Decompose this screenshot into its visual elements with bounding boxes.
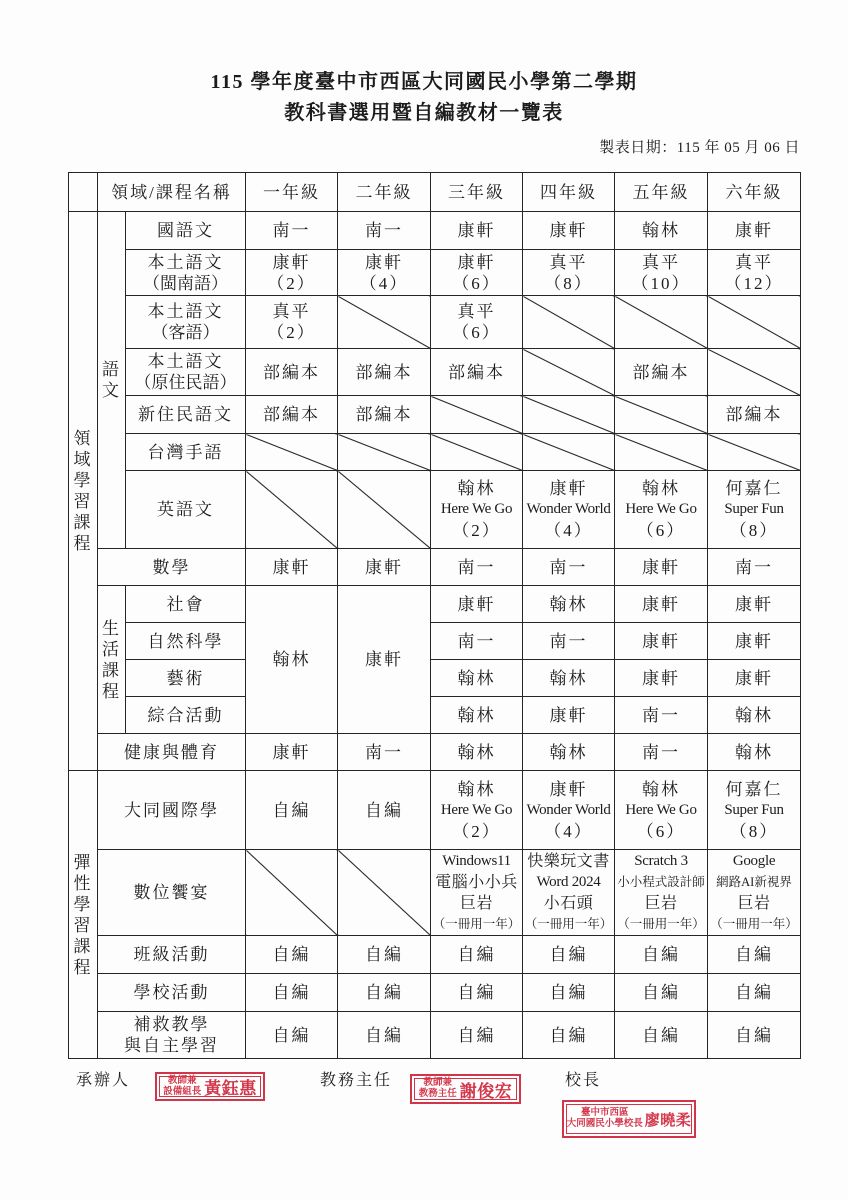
textbook-cell: 翰林 — [431, 660, 523, 697]
handler-stamp — [155, 1072, 265, 1101]
book-title: Wonder World — [526, 501, 611, 517]
textbook-cell: 康軒 — [338, 549, 431, 586]
usage-note: （一冊用一年） — [432, 916, 521, 931]
document-subtitle: 教科書選用暨自編教材一覽表 — [284, 102, 564, 124]
course-name-cell — [126, 349, 246, 396]
textbook-cell: 自編 — [338, 1012, 431, 1059]
publisher: 翰林 — [642, 479, 681, 498]
table-row — [69, 296, 801, 349]
publisher: 康軒 — [549, 479, 588, 498]
publisher: 巨岩 — [460, 894, 494, 912]
textbook-cell: 自編 — [246, 974, 338, 1012]
stamp-title-line: 教師兼 — [423, 1078, 452, 1088]
course-name-cell: 社會 — [126, 586, 246, 623]
empty-slash-cell — [246, 434, 338, 471]
table-date: 製表日期：115 年 05 月 06 日 — [599, 140, 800, 156]
course-name-cell: 英語文 — [126, 471, 246, 549]
stamp-title-line: 臺中市西區 — [580, 1108, 629, 1118]
publisher: 真平 — [272, 302, 311, 321]
stamp-title — [163, 1076, 201, 1098]
course-name-cell: 數位饗宴 — [98, 850, 246, 936]
textbook-cell: 自編 — [708, 936, 801, 974]
table-row — [69, 771, 801, 850]
textbook-cell: 南一 — [523, 549, 615, 586]
textbook-cell: 康軒 — [523, 212, 615, 250]
volume: （8） — [544, 273, 593, 293]
usage-note: （一冊用一年） — [710, 916, 798, 931]
book-title: Super Fun — [724, 801, 784, 818]
textbook-cell: 自編 — [431, 1012, 523, 1059]
table-row — [69, 1012, 801, 1059]
stamp-title-line: 教師兼 — [167, 1075, 197, 1086]
empty-slash-cell — [338, 296, 431, 349]
volume: （6） — [452, 323, 501, 342]
table-row — [69, 212, 801, 250]
publisher: 翰林 — [457, 479, 496, 498]
textbook-cell — [708, 471, 801, 549]
book-title: Here We Go — [440, 501, 513, 517]
textbook-cell: 南一 — [246, 212, 338, 250]
empty-slash-cell — [246, 471, 338, 549]
textbook-cell: 康軒 — [431, 212, 523, 250]
course-name-cell — [98, 1012, 246, 1059]
empty-slash-cell — [338, 850, 431, 936]
course-name-cell: 班級活動 — [98, 936, 246, 974]
textbook-cell — [615, 771, 708, 850]
table-row — [69, 850, 801, 936]
volume: （2） — [452, 821, 501, 841]
textbook-cell: 康軒 — [708, 660, 801, 697]
document-title: 115 學年度臺中市西區大同國民小學第二學期 — [210, 71, 638, 93]
empty-slash-cell — [523, 434, 615, 471]
textbook-cell: 康軒 — [523, 697, 615, 734]
header-grade: 五年級 — [615, 173, 708, 212]
course-name-cell: 數學 — [98, 549, 246, 586]
textbook-cell — [523, 771, 615, 850]
textbook-cell — [431, 250, 523, 296]
textbook-cell: 自編 — [615, 974, 708, 1012]
header-grade: 二年級 — [338, 173, 431, 212]
publisher: 真平 — [735, 252, 774, 272]
textbook-cell: 部編本 — [431, 349, 523, 396]
book-subtitle: 網路AI新視界 — [716, 874, 792, 889]
table-row — [69, 660, 801, 697]
publisher: 何嘉仁 — [725, 479, 783, 498]
publisher: 巨岩 — [644, 894, 678, 912]
course-name-cell: 台灣手語 — [126, 434, 246, 471]
stamp-title-line: 設備組長 — [163, 1086, 202, 1097]
textbook-cell: 自編 — [246, 1012, 338, 1059]
textbook-cell: 康軒 — [615, 549, 708, 586]
textbook-cell — [708, 850, 801, 936]
textbook-cell: 康軒 — [246, 549, 338, 586]
publisher: 翰林 — [642, 779, 681, 799]
header-row — [69, 173, 801, 212]
volume: （8） — [729, 521, 779, 540]
table-row — [69, 250, 801, 296]
course-name-line: 補救教學 — [133, 1015, 210, 1034]
publisher: 康軒 — [549, 779, 588, 799]
textbook-cell — [708, 250, 801, 296]
textbook-cell: 翰林 — [708, 697, 801, 734]
table-row — [69, 471, 801, 549]
course-name-cell: 國語文 — [126, 212, 246, 250]
header-grade: 三年級 — [431, 173, 523, 212]
textbook-cell: 康軒 — [708, 212, 801, 250]
textbook-cell: 康軒 — [615, 586, 708, 623]
course-name-cell: 健康與體育 — [98, 734, 246, 771]
stamp-name: 廖曉柔 — [644, 1112, 692, 1129]
empty-slash-cell — [523, 349, 615, 396]
textbook-cell — [708, 771, 801, 850]
publisher: 巨岩 — [737, 894, 771, 912]
volume: （2） — [452, 521, 501, 540]
stamp-title-line: 教務主任 — [418, 1089, 457, 1099]
empty-slash-cell — [615, 396, 708, 434]
textbook-cell: 翰林 — [708, 734, 801, 771]
table-row — [69, 396, 801, 434]
textbook-cell: 南一 — [523, 623, 615, 660]
header-grade: 一年級 — [246, 173, 338, 212]
textbook-cell: 部編本 — [246, 396, 338, 434]
book-title: Google — [732, 852, 776, 869]
textbook-cell: 康軒 — [246, 734, 338, 771]
textbook-cell: 翰林 — [523, 660, 615, 697]
volume: （4） — [359, 273, 409, 293]
course-name-line: （閩南語） — [143, 273, 228, 293]
course-name-line: （原住民語） — [134, 373, 237, 392]
course-name-line: 本土語文 — [147, 352, 224, 371]
textbook-cell: 翰林 — [615, 212, 708, 250]
textbook-cell — [338, 250, 431, 296]
publisher: 真平 — [642, 252, 681, 272]
usage-note: （一冊用一年） — [617, 916, 705, 931]
volume: （6） — [452, 273, 501, 293]
table-row — [69, 549, 801, 586]
textbook-cell: 自編 — [246, 936, 338, 974]
book-title: Here We Go — [625, 501, 697, 517]
flexible-learning-label: 彈性學習課程 — [69, 771, 98, 1059]
textbook-cell: 部編本 — [708, 396, 801, 434]
textbook-cell: 自編 — [615, 936, 708, 974]
publisher: 真平 — [549, 252, 588, 272]
textbook-cell: 翰林 — [431, 734, 523, 771]
life-group-label: 生活課程 — [98, 586, 126, 734]
textbook-cell: 康軒 — [708, 623, 801, 660]
volume: （2） — [267, 273, 316, 293]
stamp-title-line: 大同國民小學校長 — [566, 1119, 643, 1129]
course-name-cell: 新住民語文 — [126, 396, 246, 434]
publisher: 何嘉仁 — [725, 779, 783, 799]
textbook-cell: 自編 — [246, 771, 338, 850]
header-course-name: 領域/課程名稱 — [98, 173, 246, 212]
textbook-cell: 南一 — [708, 549, 801, 586]
textbook-cell — [615, 850, 708, 936]
stamp-name: 謝俊宏 — [459, 1081, 513, 1101]
volume: （4） — [544, 821, 593, 841]
textbook-cell: 部編本 — [338, 396, 431, 434]
textbook-cell: 自編 — [615, 1012, 708, 1059]
volume: （4） — [544, 521, 593, 540]
textbook-cell: 翰林 — [523, 586, 615, 623]
course-name-cell: 學校活動 — [98, 974, 246, 1012]
volume: （6） — [636, 521, 686, 540]
empty-slash-cell — [338, 471, 431, 549]
academic-director-stamp — [410, 1074, 521, 1104]
handler-label: 承辦人 — [76, 1072, 131, 1089]
volume: （2） — [267, 323, 316, 342]
empty-slash-cell — [615, 296, 708, 349]
empty-slash-cell — [338, 434, 431, 471]
textbook-cell — [246, 250, 338, 296]
textbook-cell: 翰林 — [246, 586, 338, 734]
textbook-cell — [431, 771, 523, 850]
publisher: 翰林 — [457, 779, 496, 799]
book-title: Here We Go — [440, 801, 513, 818]
empty-slash-cell — [708, 434, 801, 471]
volume: （10） — [631, 273, 691, 293]
domain-learning-label: 領域學習課程 — [69, 212, 98, 771]
textbook-cell — [523, 250, 615, 296]
book-title: 快樂玩文書 — [527, 852, 610, 870]
usage-note: （一冊用一年） — [524, 916, 613, 931]
book-title: Here We Go — [625, 801, 697, 818]
course-name-cell: 自然科學 — [126, 623, 246, 660]
textbook-cell — [431, 296, 523, 349]
table-row — [69, 697, 801, 734]
textbook-cell: 自編 — [708, 1012, 801, 1059]
textbook-cell: 康軒 — [431, 586, 523, 623]
book-subtitle: 電腦小小兵 — [435, 873, 518, 891]
textbook-cell: 康軒 — [338, 586, 431, 734]
table-row — [69, 734, 801, 771]
textbook-cell: 自編 — [523, 974, 615, 1012]
course-name-line: （客語） — [151, 323, 220, 342]
publisher: 康軒 — [457, 252, 496, 272]
book-title: Scratch 3 — [634, 852, 688, 869]
table-row — [69, 586, 801, 623]
empty-slash-cell — [523, 296, 615, 349]
textbook-cell — [431, 471, 523, 549]
table-row — [69, 936, 801, 974]
course-name-cell: 大同國際學 — [98, 771, 246, 850]
textbook-cell: 康軒 — [615, 660, 708, 697]
textbook-cell: 自編 — [431, 974, 523, 1012]
table-row — [69, 349, 801, 396]
book-title: Wonder World — [526, 801, 611, 818]
principal-stamp — [562, 1100, 696, 1138]
textbook-cell — [246, 296, 338, 349]
textbook-cell: 南一 — [431, 623, 523, 660]
volume: （12） — [724, 273, 784, 293]
textbook-cell — [615, 250, 708, 296]
header-grade: 四年級 — [523, 173, 615, 212]
course-name-line: 與自主學習 — [124, 1036, 219, 1055]
course-name-line: 本土語文 — [147, 302, 224, 321]
course-name-line: 本土語文 — [147, 252, 224, 272]
academic-director-label: 教務主任 — [320, 1072, 393, 1089]
textbook-cell: 南一 — [338, 212, 431, 250]
empty-slash-cell — [615, 434, 708, 471]
book-subtitle: 小小程式設計師 — [617, 874, 705, 889]
principal-label: 校長 — [565, 1072, 602, 1089]
textbook-table — [68, 172, 801, 1059]
textbook-cell — [523, 850, 615, 936]
textbook-cell: 自編 — [523, 1012, 615, 1059]
corner-cell — [69, 173, 98, 212]
textbook-cell: 翰林 — [431, 697, 523, 734]
textbook-cell: 自編 — [338, 936, 431, 974]
course-name-cell: 綜合活動 — [126, 697, 246, 734]
empty-slash-cell — [708, 296, 801, 349]
stamp-title — [567, 1108, 643, 1130]
stamp-title — [419, 1078, 457, 1100]
textbook-cell: 部編本 — [246, 349, 338, 396]
book-title: Windows11 — [442, 852, 511, 869]
table-row — [69, 434, 801, 471]
table-row — [69, 974, 801, 1012]
textbook-cell: 部編本 — [615, 349, 708, 396]
publisher: 康軒 — [365, 252, 404, 272]
volume: （6） — [636, 821, 686, 841]
textbook-cell: 康軒 — [708, 586, 801, 623]
publisher: 真平 — [457, 302, 496, 321]
course-name-cell: 藝術 — [126, 660, 246, 697]
empty-slash-cell — [431, 434, 523, 471]
course-name-cell — [126, 296, 246, 349]
textbook-cell: 自編 — [431, 936, 523, 974]
empty-slash-cell — [431, 396, 523, 434]
header-grade: 六年級 — [708, 173, 801, 212]
textbook-cell: 自編 — [338, 771, 431, 850]
textbook-cell — [615, 471, 708, 549]
textbook-cell: 南一 — [615, 697, 708, 734]
textbook-cell: 自編 — [708, 974, 801, 1012]
textbook-cell: 南一 — [431, 549, 523, 586]
book-title: Super Fun — [724, 501, 784, 517]
textbook-cell: 南一 — [615, 734, 708, 771]
empty-slash-cell — [708, 349, 801, 396]
course-name-cell — [126, 250, 246, 296]
textbook-cell: 康軒 — [615, 623, 708, 660]
publisher: 康軒 — [272, 252, 311, 272]
textbook-cell: 部編本 — [338, 349, 431, 396]
publisher: 小石頭 — [543, 894, 594, 912]
stamp-name: 黃鈺惠 — [204, 1079, 257, 1098]
volume: （8） — [729, 821, 779, 841]
textbook-cell — [523, 471, 615, 549]
book-subtitle: Word 2024 — [536, 873, 601, 890]
textbook-cell: 南一 — [338, 734, 431, 771]
textbook-cell: 自編 — [338, 974, 431, 1012]
textbook-cell — [431, 850, 523, 936]
textbook-cell: 翰林 — [523, 734, 615, 771]
table-row — [69, 623, 801, 660]
empty-slash-cell — [246, 850, 338, 936]
language-group-label: 語文 — [98, 212, 126, 549]
empty-slash-cell — [523, 396, 615, 434]
textbook-cell: 自編 — [523, 936, 615, 974]
